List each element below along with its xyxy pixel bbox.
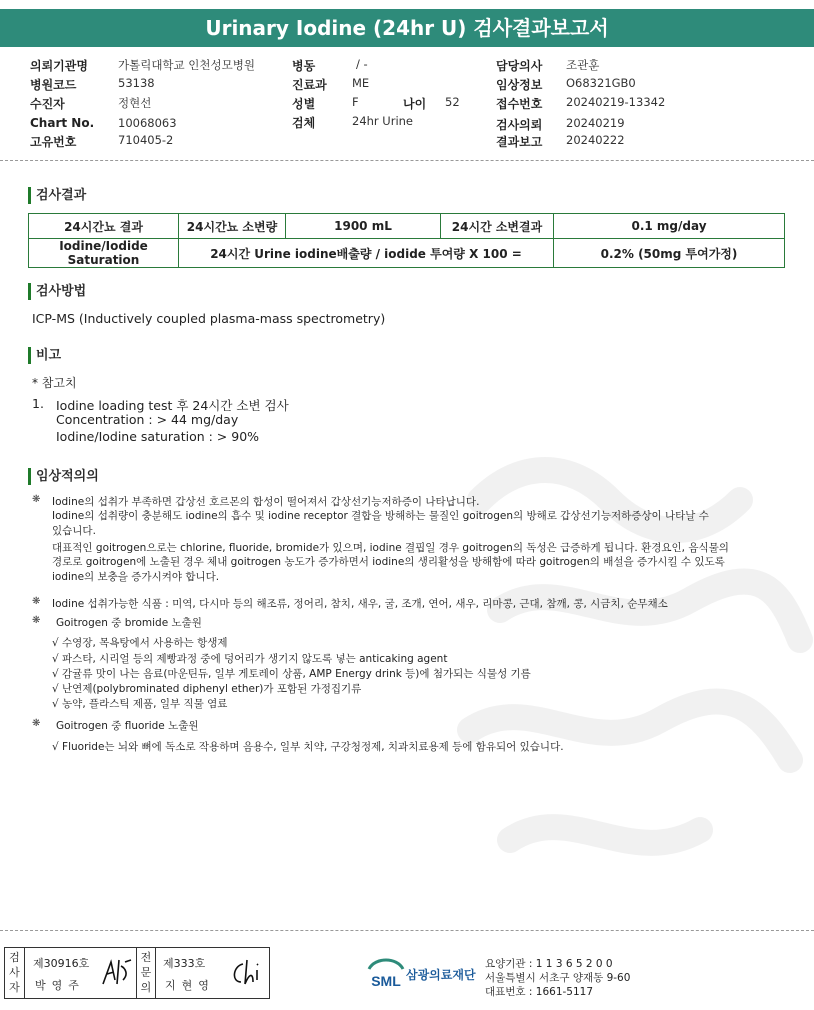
dept-label: 진료과 — [292, 78, 327, 92]
examiner-label-char: 사 — [9, 966, 20, 979]
sex-label: 성별 — [292, 97, 316, 111]
institution-label: 의뢰기관명 — [30, 59, 88, 73]
hospital-code-value: 53138 — [118, 76, 155, 90]
specialist-label-char: 의 — [140, 981, 152, 994]
patient-label: 수진자 — [30, 97, 65, 111]
patient-info — [0, 55, 814, 155]
request-label: 검사의뢰 — [496, 118, 543, 132]
reference-number: 1. — [32, 396, 44, 411]
footer-divider — [0, 930, 814, 931]
examiner-label-char: 검 — [9, 951, 20, 964]
table-row — [29, 239, 785, 268]
bullet-icon: ❋ — [32, 718, 41, 729]
bullet-icon: ❋ — [32, 494, 41, 505]
chart-label: Chart No. — [30, 116, 95, 130]
specialist-vertical-label — [136, 948, 156, 998]
table-row — [29, 214, 785, 239]
phone: 대표번호 : 1661-5117 — [485, 986, 594, 998]
bromide-item: √ 파스타, 시리얼 등의 제빵과정 중에 덩어리가 생기지 않도록 넣는 anticaking agent — [52, 653, 448, 665]
cell-urine-result-label: 24시간 소변결과 — [441, 214, 554, 239]
signature-box — [4, 947, 270, 999]
examiner-license: 제30916호 — [33, 957, 90, 970]
iodine-foods: Iodine 섭취가능한 식품 : 미역, 다시마 등의 해조류, 정어리, 참치, 새우, 굴, 조개, 연어, 새우, 리마콩, 근대, 참깨, 콩, 시금치, 순무채소 — [52, 598, 668, 610]
request-value: 20240219 — [566, 116, 625, 130]
clinical-para-5: 경로로 goitrogen에 노출된 경우 체내 goitrogen 농도가 증가하면서 iodine의 생리활성을 방해함에 따라 goitrogen의 배설을 증가시킬 수 있도록 — [52, 556, 725, 568]
unique-label: 고유번호 — [30, 135, 77, 149]
bullet-icon: ❋ — [32, 615, 41, 626]
specialist-license: 제333호 — [163, 957, 206, 970]
clinical-para-2: Iodine의 섭취량이 충분해도 iodine의 흡수 및 iodine receptor 결합을 방해하는 물질인 goitrogen의 방해로 갑상선기능저하증상이 나타날 수 — [52, 510, 709, 522]
receipt-label: 접수번호 — [496, 97, 543, 111]
examiner-label-char: 자 — [9, 981, 20, 994]
reference-line-3: Iodine/Iodine saturation : > 90% — [56, 429, 260, 444]
clinical-para-6: iodine의 보충을 증가시켜야 합니다. — [52, 571, 220, 583]
reference-line-2: Concentration : > 44 mg/day — [56, 412, 239, 427]
clinical-para-4: 대표적인 goitrogen으로는 chlorine, fluoride, bromide가 있으며, iodine 결핍일 경우 goitrogen의 독성은 급증하게 됩니다. 환경요인, 음식물의 — [52, 542, 729, 554]
fluoride-item: √ Fluoride는 뇌와 뼈에 독소로 작용하며 음용수, 일부 치약, 구강청정제, 치과치료용제 등에 함유되어 있습니다. — [52, 741, 564, 753]
bromide-item: √ 수영장, 목욕탕에서 사용하는 항생제 — [52, 637, 228, 649]
cell-saturation-label: Iodine/Iodide Saturation — [29, 239, 179, 268]
cell-saturation-value: 0.2% (50mg 투여가정) — [554, 239, 785, 268]
examiner-signature-icon — [99, 956, 135, 990]
report-title: Urinary Iodine (24hr U) 검사결과보고서 — [0, 9, 814, 47]
doctor-label: 담당의사 — [496, 59, 543, 73]
sml-logo-icon — [365, 955, 407, 993]
cell-saturation-formula: 24시간 Urine iodine배출량 / iodide 투여량 X 100 = — [179, 239, 554, 268]
report-date-label: 결과보고 — [496, 135, 543, 149]
cell-urine-result-value: 0.1 mg/day — [554, 214, 785, 239]
reference-label: * 참고치 — [32, 376, 77, 390]
bromide-item: √ 감귤류 맛이 나는 음료(마운틴듀, 일부 게토레이 상품, AMP Energy drink 등)에 첨가되는 식물성 기름 — [52, 668, 531, 680]
unique-value: 710405-2 — [118, 133, 174, 147]
age-label: 나이 — [403, 97, 427, 111]
cell-urine-volume-label: 24시간뇨 소변량 — [179, 214, 286, 239]
bromide-title: Goitrogen 중 bromide 노출원 — [56, 617, 202, 629]
bromide-item: √ 난연제(polybrominated diphenyl ether)가 포함된 가정집기류 — [52, 683, 362, 695]
specimen-label: 검체 — [292, 116, 316, 130]
header-divider — [0, 160, 814, 161]
method-text: ICP-MS (Inductively coupled plasma-mass spectrometry) — [32, 311, 386, 326]
clinical-para-3: 있습니다. — [52, 525, 96, 537]
dept-value: ME — [352, 76, 370, 90]
section-method-heading: 검사방법 — [28, 283, 86, 300]
ward-label: 병동 — [292, 59, 316, 73]
section-clinical-heading: 임상적의의 — [28, 468, 99, 485]
bromide-item: √ 농약, 플라스틱 제품, 일부 직물 염료 — [52, 698, 228, 710]
sex-value: F — [352, 95, 359, 109]
clinical-info-value: O68321GB0 — [566, 76, 636, 90]
cell-urine-volume-value: 1900 mL — [286, 214, 441, 239]
chart-value: 10068063 — [118, 116, 177, 130]
specialist-label-char: 문 — [140, 966, 152, 979]
examiner-name: 박영주 — [35, 979, 85, 992]
examiner-vertical-label — [5, 948, 25, 998]
cell-24h-result-label: 24시간뇨 결과 — [29, 214, 179, 239]
fluoride-title: Goitrogen 중 fluoride 노출원 — [56, 720, 199, 732]
result-table — [28, 213, 785, 268]
clinical-para-1: Iodine의 섭취가 부족하면 갑상선 호르몬의 합성이 떨어져서 갑상선기능저하증이 나타납니다. — [52, 496, 480, 508]
doctor-value: 조관훈 — [566, 58, 600, 72]
reference-line-1: Iodine loading test 후 24시간 소변 검사 — [56, 398, 289, 413]
section-result-heading: 검사결과 — [28, 187, 86, 204]
institution-code: 요양기관 : 1 1 3 6 5 2 0 0 — [485, 958, 613, 970]
age-value: 52 — [445, 95, 460, 109]
institution-value: 가톨릭대학교 인천성모병원 — [118, 58, 255, 72]
specialist-name: 지현영 — [165, 979, 215, 992]
clinical-info-label: 임상정보 — [496, 78, 543, 92]
receipt-value: 20240219-13342 — [566, 95, 666, 109]
report-date-value: 20240222 — [566, 133, 625, 147]
section-note-heading: 비고 — [28, 347, 61, 364]
specimen-value: 24hr Urine — [352, 114, 414, 128]
address: 서울특별시 서초구 양재동 9-60 — [485, 972, 631, 984]
bullet-icon: ❋ — [32, 596, 41, 607]
specialist-signature-icon — [227, 956, 265, 990]
patient-value: 정현선 — [118, 96, 152, 110]
logo-mark: SML — [371, 973, 401, 989]
hospital-code-label: 병원코드 — [30, 78, 77, 92]
logo-text: 삼광의료재단 — [406, 968, 476, 982]
specialist-label-char: 전 — [140, 951, 152, 964]
ward-value: / - — [356, 57, 368, 71]
